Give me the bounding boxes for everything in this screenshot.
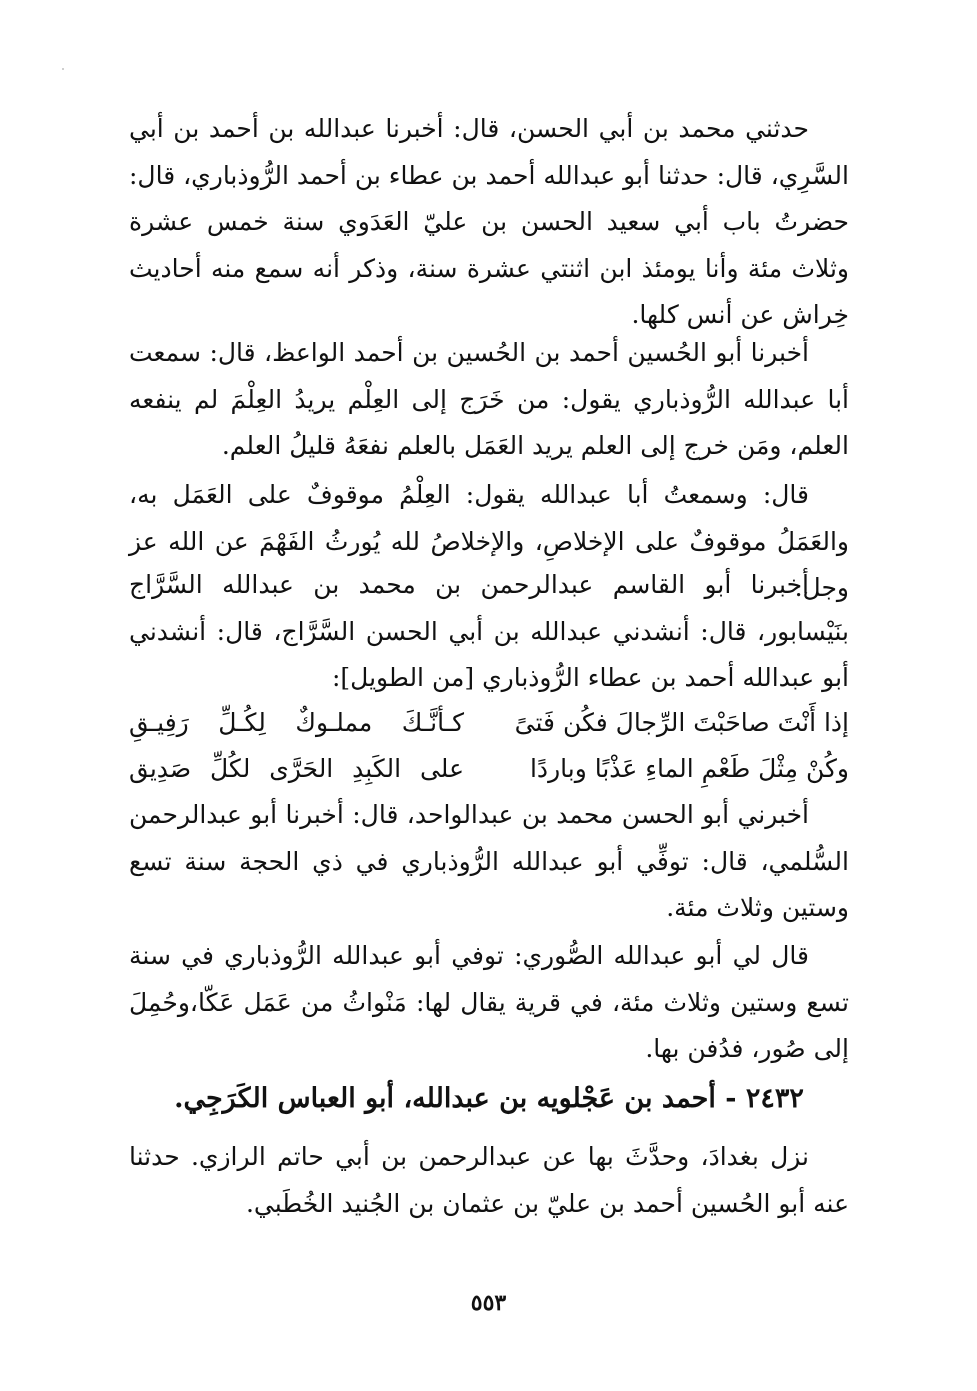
poem-verse-2	[129, 746, 849, 792]
paragraph-text: حدثني محمد بن أبي الحسن، قال: أخبرنا عبدالله بن أحمد بن أبي السَّرِي، قال: حدثنا أبو عبدالله أحمد بن عطاء بن أحمد الرُّوذباري، قال: حضرتُ باب أبي سعيد الحسن بن عليّ العَدَوي سنة خمس عشرة وثلاث مئة وأنا يومئذ ابن اثنتي عشرة سنة، وذكر أنه سمع منه أحاديث خِراش عن أنس كلها.	[129, 114, 849, 329]
verse-second-hemistich: كـأنَّـكَ مملـوكٌ لِكُـلِّ رَفِيـقِ	[129, 708, 464, 737]
scan-speck	[62, 68, 64, 70]
paragraph-text: أخبرنا أبو الحُسين أحمد بن الحُسين بن أحمد الواعظ، قال: سمعت أبا عبدالله الرُّوذباري يقول: من خَرَج إلى العِلْم يريدُ العِلْمَ لم ينفعه العلم، ومَن خرج إلى العلم يريد العَمَل بالعلم نفعَهُ قليلُ العلم.	[129, 338, 849, 460]
paragraph-poem-intro	[129, 562, 849, 702]
paragraph-death-report	[129, 792, 849, 932]
poem-verse-1	[129, 700, 849, 746]
verse-first-hemistich: إذا أَنْتَ صاحَبْتَ الرِّجالَ فكُن فَتىً	[514, 708, 849, 737]
verse-first-hemistich: وكُنْ مِثْلَ طَعْمِ الماءِ عَذْبًا وباردًا	[529, 754, 849, 783]
page-number: ٥٥٣	[470, 1290, 507, 1316]
paragraph-entry-body	[129, 1134, 849, 1227]
paragraph-text: نزل بغدادَ، وحدَّثَ بها عن عبدالرحمن بن أبي حاتم الرازي. حدثنا عنه أبو الحُسين أحمد بن عليّ بن عثمان بن الجُنيد الخُطَبي.	[129, 1142, 849, 1218]
verse-second-hemistich: على الكَبِدِ الحَرَّى لكُلِّ صَدِيق	[129, 754, 464, 783]
paragraph-text: قال لي أبو عبدالله الصُّوري: توفي أبو عبدالله الرُّوذباري في سنة تسع وستين وثلاث مئة، في قرية يقال لها: مَنْواثُ من عَمَل عَكّا،وحُمِلَ إلى صُور، فدُفن بها.	[129, 941, 849, 1063]
entry-heading: ٢٤٣٢ - أحمد بن عَجْلويه بن عبدالله، أبو العباس الكَرَجِي.	[174, 1083, 804, 1114]
paragraph-text: أخبرني أبو الحسن محمد بن عبدالواحد، قال: أخبرنا أبو عبدالرحمن السُّلمي، قال: توفِّي أبو عبدالله الرُّوذباري في ذي الحجة سنة تسع وستين وثلاث مئة.	[129, 800, 849, 922]
paragraph-narration-2	[129, 330, 849, 470]
paragraph-narration-1	[129, 106, 849, 339]
paragraph-burial-report	[129, 933, 849, 1073]
paragraph-text: أخبرنا أبو القاسم عبدالرحمن بن محمد بن عبدالله السَّرَّاج بنَيْسابور، قال: أنشدني عبدالله بن أبي الحسن السَّرَّاج، قال: أنشدني أبو عبدالله أحمد بن عطاء الرُّوذباري [من الطويل]:	[129, 570, 849, 692]
paragraph-text: قال: وسمعتُ أبا عبدالله يقول: العِلْمُ موقوفٌ على العَمَل به، والعَمَلُ موقوفٌ على الإخلاصِ، والإخلاصُ لله يُورثُ الفَهْمَ عن الله عز وجل.	[129, 480, 849, 602]
